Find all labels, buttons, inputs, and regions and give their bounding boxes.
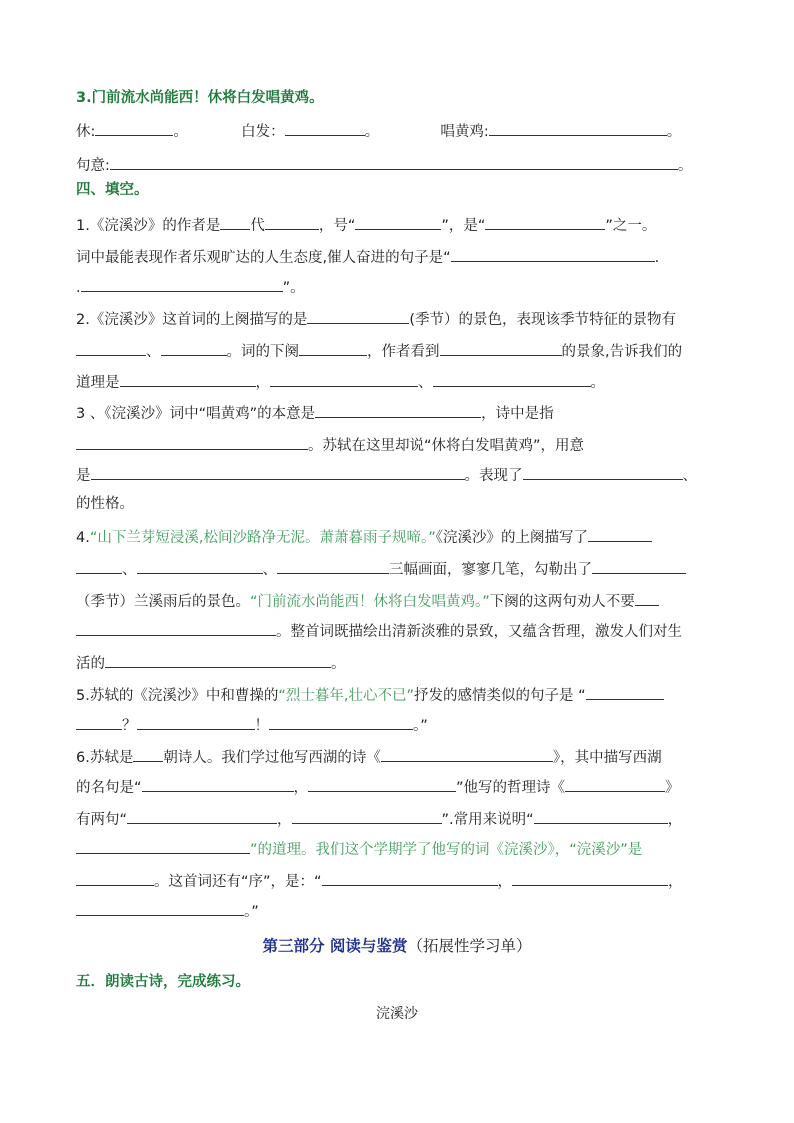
similar-line-blank-1[interactable] <box>586 684 664 700</box>
quote-blank-2[interactable] <box>81 276 283 292</box>
sec4-heading: 四、填空。 <box>76 182 149 198</box>
picture-blank-1b[interactable] <box>76 558 122 574</box>
picture-blank-3[interactable] <box>277 558 389 574</box>
sec4-item1-line1: 1.《浣溪沙》的作者是 代 ，号“ ”，是“ ”之一。 <box>76 214 656 236</box>
q3-blanks-row: 休: 。 白发： 。 唱黄鸡: 。 <box>76 120 681 142</box>
q3-changhuangji-blank[interactable] <box>489 120 667 136</box>
picture-blank-1[interactable] <box>588 526 652 542</box>
character-blank[interactable] <box>523 464 683 480</box>
quote-blank-1[interactable] <box>451 246 655 262</box>
scenery-blank-1[interactable] <box>76 340 146 356</box>
sec4-item2-line2: 、 。词的下阕 ，作者看到 的景象,告诉我们的 <box>76 340 682 362</box>
part3-title: 第三部分 阅读与鉴赏（拓展性学习单） <box>262 937 532 955</box>
sec4-item6-line2: 的名句是“ ， ”他写的哲理诗《 》 <box>76 776 680 798</box>
advice-blank-2[interactable] <box>76 620 276 636</box>
dynasty-blank-6[interactable] <box>133 746 163 762</box>
preface-blank-2[interactable] <box>512 870 668 886</box>
scene-blank[interactable] <box>440 340 562 356</box>
sec4-item4-line1: 4.“山下兰芽短浸溪,松间沙路净无泥。萧萧暮雨子规啼。”《浣溪沙》的上阕描写了 <box>76 526 652 548</box>
philosophy-poem-blank[interactable] <box>565 776 665 792</box>
preface-blank-1[interactable] <box>322 870 498 886</box>
season-blank-4[interactable] <box>592 558 686 574</box>
sec4-item6-line4: ”的道理。我们这个学期学了他写的词《浣溪沙》，“浣溪沙”是 <box>76 838 642 860</box>
sec4-item6-line5: 。这首词还有“序”，是：“ ， ， <box>76 870 683 892</box>
sec4-item6-line3: 有两句“ ， ”.常用来说明“ ， <box>76 808 682 830</box>
reason-blank-3[interactable] <box>433 371 591 387</box>
life-blank[interactable] <box>105 652 331 668</box>
hao-blank[interactable] <box>355 214 441 230</box>
sec4-item4-line4: 。整首词既描绘出清新淡雅的景致，又蕴含哲理，激发人们对生 <box>76 620 682 642</box>
sec4-item2-line3: 道理是 ， 、 。 <box>76 371 605 393</box>
q3-xiu-label: 休: <box>76 124 96 140</box>
group-blank[interactable] <box>485 214 605 230</box>
philosophy-line-blank-2[interactable] <box>292 808 442 824</box>
sec4-item4-line3: （季节）兰溪雨后的景色。“门前流水尚能西！休将白发唱黄鸡。”下阕的这两句劝人不要 <box>76 590 659 612</box>
q3-juyi-label: 句意: <box>76 158 110 174</box>
q3-juyi-row: 句意: 。 <box>76 154 692 176</box>
xiaque-blank[interactable] <box>299 340 367 356</box>
intent-blank[interactable] <box>91 464 465 480</box>
xihu-line-blank-1[interactable] <box>142 776 294 792</box>
sec4-item3-line2: 。苏轼在这里却说“休将白发唱黄鸡”，用意 <box>76 434 584 456</box>
sec4-item4-line5: 活的 。 <box>76 652 346 674</box>
author-name-blank[interactable] <box>265 214 319 230</box>
sec4-item5-line1: 5.苏轼的《浣溪沙》中和曹操的“烈士暮年,壮心不已”抒发的感情类似的句子是 “ <box>76 684 664 706</box>
explain-blank-1[interactable] <box>534 808 668 824</box>
cipai-blank[interactable] <box>76 870 154 886</box>
philosophy-line-blank-1[interactable] <box>127 808 277 824</box>
explain-blank-2[interactable] <box>76 838 250 854</box>
sec4-item3-line4: 的性格。 <box>76 496 134 512</box>
poem-title: 浣溪沙 <box>376 1006 418 1022</box>
preface-blank-3[interactable] <box>76 900 244 916</box>
sec4-item4-line2: 、 、 三幅画面，寥寥几笔，勾勒出了 <box>76 558 686 580</box>
q3-juyi-blank[interactable] <box>110 154 678 170</box>
poem-meaning-blank[interactable] <box>76 434 308 450</box>
dynasty-blank[interactable] <box>220 214 250 230</box>
sec4-item1-line2: 词中最能表现作者乐观旷达的人生态度,催人奋进的句子是“ . <box>76 246 659 268</box>
sec4-item2-line1: 2.《浣溪沙》这首词的上阕描写的是 (季节）的景色，表现该季节特征的景物有 <box>76 308 676 330</box>
reason-blank-2[interactable] <box>270 371 418 387</box>
reason-blank-1[interactable] <box>120 371 256 387</box>
sec4-item1-line3: . ”。 <box>76 276 305 298</box>
q3-title: 3.门前流水尚能西！休将白发唱黄鸡。 <box>76 90 324 106</box>
similar-line-blank-1b[interactable] <box>76 714 122 730</box>
sec5-heading: 五．朗读古诗，完成练习。 <box>76 974 250 990</box>
sec4-item3-line3: 是 。表现了 、 <box>76 464 697 486</box>
sec4-item3-line1: 3 、《浣溪沙》词中“唱黄鸡”的本意是 ，诗中是指 <box>76 402 554 424</box>
similar-line-blank-3[interactable] <box>269 714 413 730</box>
q3-changhuangji-label: 唱黄鸡: <box>440 124 489 140</box>
scenery-blank-2[interactable] <box>161 340 227 356</box>
advice-blank-1[interactable] <box>635 590 659 606</box>
part3-subtitle: （拓展性学习单） <box>407 937 532 955</box>
sec4-item6-line6: 。” <box>76 900 259 922</box>
q3-baifa-blank[interactable] <box>285 120 365 136</box>
picture-blank-2[interactable] <box>137 558 263 574</box>
xihu-line-blank-2[interactable] <box>308 776 456 792</box>
q3-xiu-blank[interactable] <box>95 120 173 136</box>
sec4-item5-line2: ？ ！ 。” <box>76 714 428 736</box>
sec4-item6-line1: 6.苏轼是 朝诗人。我们学过他写西湖的诗《 》，其中描写西湖 <box>76 746 662 768</box>
original-meaning-blank[interactable] <box>315 402 481 418</box>
similar-line-blank-2[interactable] <box>137 714 255 730</box>
xihu-poem-blank[interactable] <box>381 746 553 762</box>
q3-baifa-label: 白发： <box>241 124 285 140</box>
season-blank[interactable] <box>307 308 409 324</box>
